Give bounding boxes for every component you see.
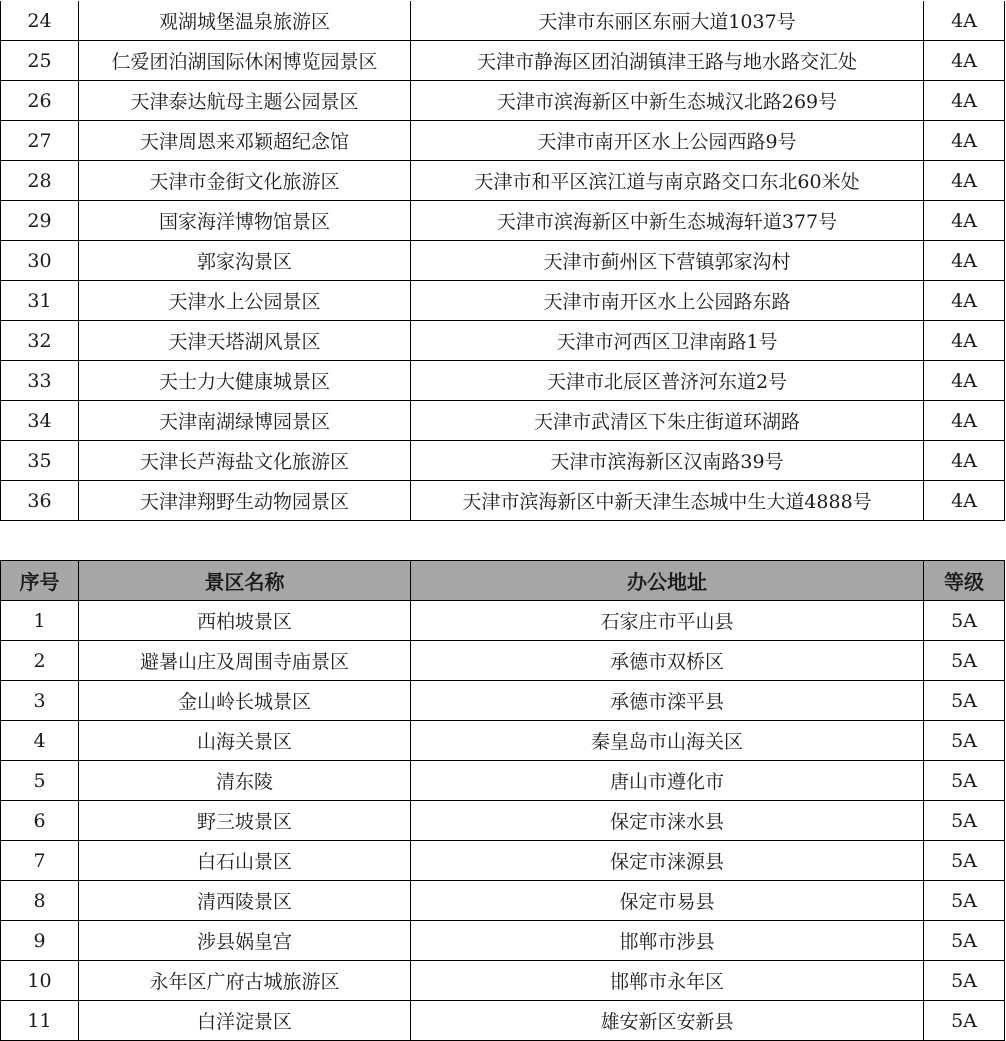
table-row	[1, 881, 1005, 921]
cell-no: 9	[1, 921, 79, 961]
cell-no: 30	[1, 241, 79, 281]
table-header-row	[1, 561, 1005, 601]
table-row	[1, 321, 1005, 361]
scenic-table-4a-body	[1, 1, 1005, 521]
table-row	[1, 481, 1005, 521]
cell-level: 5A	[924, 601, 1005, 641]
cell-level: 5A	[924, 961, 1005, 1001]
cell-name: 天津水上公园景区	[79, 281, 411, 321]
cell-no: 35	[1, 441, 79, 481]
cell-level: 5A	[924, 681, 1005, 721]
table-row	[1, 721, 1005, 761]
cell-name: 天津泰达航母主题公园景区	[79, 81, 411, 121]
cell-address: 天津市河西区卫津南路1号	[411, 321, 924, 361]
cell-address: 雄安新区安新县	[411, 1001, 924, 1041]
cell-address: 天津市北辰区普济河东道2号	[411, 361, 924, 401]
cell-level: 5A	[924, 841, 1005, 881]
cell-name: 天津津翔野生动物园景区	[79, 481, 411, 521]
cell-name: 金山岭长城景区	[79, 681, 411, 721]
cell-no: 32	[1, 321, 79, 361]
cell-name: 清西陵景区	[79, 881, 411, 921]
cell-no: 34	[1, 401, 79, 441]
cell-level: 4A	[924, 121, 1005, 161]
table-row	[1, 241, 1005, 281]
cell-name: 白洋淀景区	[79, 1001, 411, 1041]
cell-no: 1	[1, 601, 79, 641]
cell-name: 避暑山庄及周围寺庙景区	[79, 641, 411, 681]
cell-address: 唐山市遵化市	[411, 761, 924, 801]
table-row	[1, 41, 1005, 81]
scenic-table-5a-body	[1, 601, 1005, 1041]
cell-level: 4A	[924, 81, 1005, 121]
cell-address: 天津市静海区团泊湖镇津王路与地水路交汇处	[411, 41, 924, 81]
cell-address: 保定市易县	[411, 881, 924, 921]
table-row	[1, 841, 1005, 881]
cell-address: 天津市武清区下朱庄街道环湖路	[411, 401, 924, 441]
table-row	[1, 1, 1005, 41]
cell-address: 天津市南开区水上公园西路9号	[411, 121, 924, 161]
table-row	[1, 401, 1005, 441]
table-row	[1, 161, 1005, 201]
table-row	[1, 641, 1005, 681]
cell-level: 5A	[924, 761, 1005, 801]
cell-address: 天津市滨海新区汉南路39号	[411, 441, 924, 481]
cell-level: 4A	[924, 161, 1005, 201]
scenic-table-5a	[0, 560, 1005, 1041]
cell-no: 4	[1, 721, 79, 761]
table-row	[1, 961, 1005, 1001]
cell-no: 27	[1, 121, 79, 161]
scenic-table-4a	[0, 1, 1005, 521]
cell-address: 天津市东丽区东丽大道1037号	[411, 1, 924, 41]
table-gap	[0, 521, 1006, 560]
cell-level: 4A	[924, 281, 1005, 321]
table-row	[1, 1001, 1005, 1041]
cell-level: 4A	[924, 441, 1005, 481]
cell-name: 野三坡景区	[79, 801, 411, 841]
cell-address: 承德市双桥区	[411, 641, 924, 681]
cell-address: 天津市和平区滨江道与南京路交口东北60米处	[411, 161, 924, 201]
cell-no: 8	[1, 881, 79, 921]
cell-no: 29	[1, 201, 79, 241]
cell-address: 保定市涞水县	[411, 801, 924, 841]
table-row	[1, 761, 1005, 801]
cell-level: 5A	[924, 801, 1005, 841]
cell-name: 天津周恩来邓颖超纪念馆	[79, 121, 411, 161]
table-row	[1, 441, 1005, 481]
cell-address: 秦皇岛市山海关区	[411, 721, 924, 761]
table-row	[1, 201, 1005, 241]
cell-name: 清东陵	[79, 761, 411, 801]
cell-no: 31	[1, 281, 79, 321]
cell-name: 天津市金街文化旅游区	[79, 161, 411, 201]
cell-level: 4A	[924, 201, 1005, 241]
table-row	[1, 921, 1005, 961]
header-level: 等级	[924, 561, 1005, 601]
cell-name: 天士力大健康城景区	[79, 361, 411, 401]
cell-no: 33	[1, 361, 79, 401]
cell-name: 涉县娲皇宫	[79, 921, 411, 961]
table-row	[1, 281, 1005, 321]
table-row	[1, 361, 1005, 401]
cell-no: 7	[1, 841, 79, 881]
cell-name: 山海关景区	[79, 721, 411, 761]
cell-address: 天津市南开区水上公园路东路	[411, 281, 924, 321]
cell-name: 西柏坡景区	[79, 601, 411, 641]
cell-address: 石家庄市平山县	[411, 601, 924, 641]
cell-level: 5A	[924, 641, 1005, 681]
cell-name: 永年区广府古城旅游区	[79, 961, 411, 1001]
header-name: 景区名称	[79, 561, 411, 601]
cell-level: 5A	[924, 881, 1005, 921]
cell-level: 5A	[924, 721, 1005, 761]
cell-level: 4A	[924, 1, 1005, 41]
cell-no: 36	[1, 481, 79, 521]
table-row	[1, 81, 1005, 121]
cell-level: 4A	[924, 241, 1005, 281]
cell-no: 10	[1, 961, 79, 1001]
cell-level: 5A	[924, 921, 1005, 961]
cell-address: 天津市蓟州区下营镇郭家沟村	[411, 241, 924, 281]
cell-level: 4A	[924, 401, 1005, 441]
header-address: 办公地址	[411, 561, 924, 601]
table-row	[1, 681, 1005, 721]
cell-no: 2	[1, 641, 79, 681]
cell-name: 郭家沟景区	[79, 241, 411, 281]
cell-name: 国家海洋博物馆景区	[79, 201, 411, 241]
cell-address: 保定市涞源县	[411, 841, 924, 881]
table-row	[1, 601, 1005, 641]
cell-no: 26	[1, 81, 79, 121]
cell-no: 6	[1, 801, 79, 841]
cell-name: 天津南湖绿博园景区	[79, 401, 411, 441]
cell-address: 承德市滦平县	[411, 681, 924, 721]
cell-name: 天津长芦海盐文化旅游区	[79, 441, 411, 481]
cell-address: 天津市滨海新区中新生态城汉北路269号	[411, 81, 924, 121]
table-row	[1, 801, 1005, 841]
header-no: 序号	[1, 561, 79, 601]
cell-level: 4A	[924, 41, 1005, 81]
cell-no: 5	[1, 761, 79, 801]
cell-address: 天津市滨海新区中新天津生态城中生大道4888号	[411, 481, 924, 521]
cell-no: 24	[1, 1, 79, 41]
cell-level: 5A	[924, 1001, 1005, 1041]
table-row	[1, 121, 1005, 161]
cell-name: 观湖城堡温泉旅游区	[79, 1, 411, 41]
cell-no: 3	[1, 681, 79, 721]
cell-level: 4A	[924, 481, 1005, 521]
cell-no: 25	[1, 41, 79, 81]
cell-address: 天津市滨海新区中新生态城海轩道377号	[411, 201, 924, 241]
cell-name: 天津天塔湖风景区	[79, 321, 411, 361]
cell-level: 4A	[924, 321, 1005, 361]
cell-no: 11	[1, 1001, 79, 1041]
cell-name: 白石山景区	[79, 841, 411, 881]
cell-name: 仁爱团泊湖国际休闲博览园景区	[79, 41, 411, 81]
cell-address: 邯郸市永年区	[411, 961, 924, 1001]
cell-address: 邯郸市涉县	[411, 921, 924, 961]
cell-level: 4A	[924, 361, 1005, 401]
cell-no: 28	[1, 161, 79, 201]
